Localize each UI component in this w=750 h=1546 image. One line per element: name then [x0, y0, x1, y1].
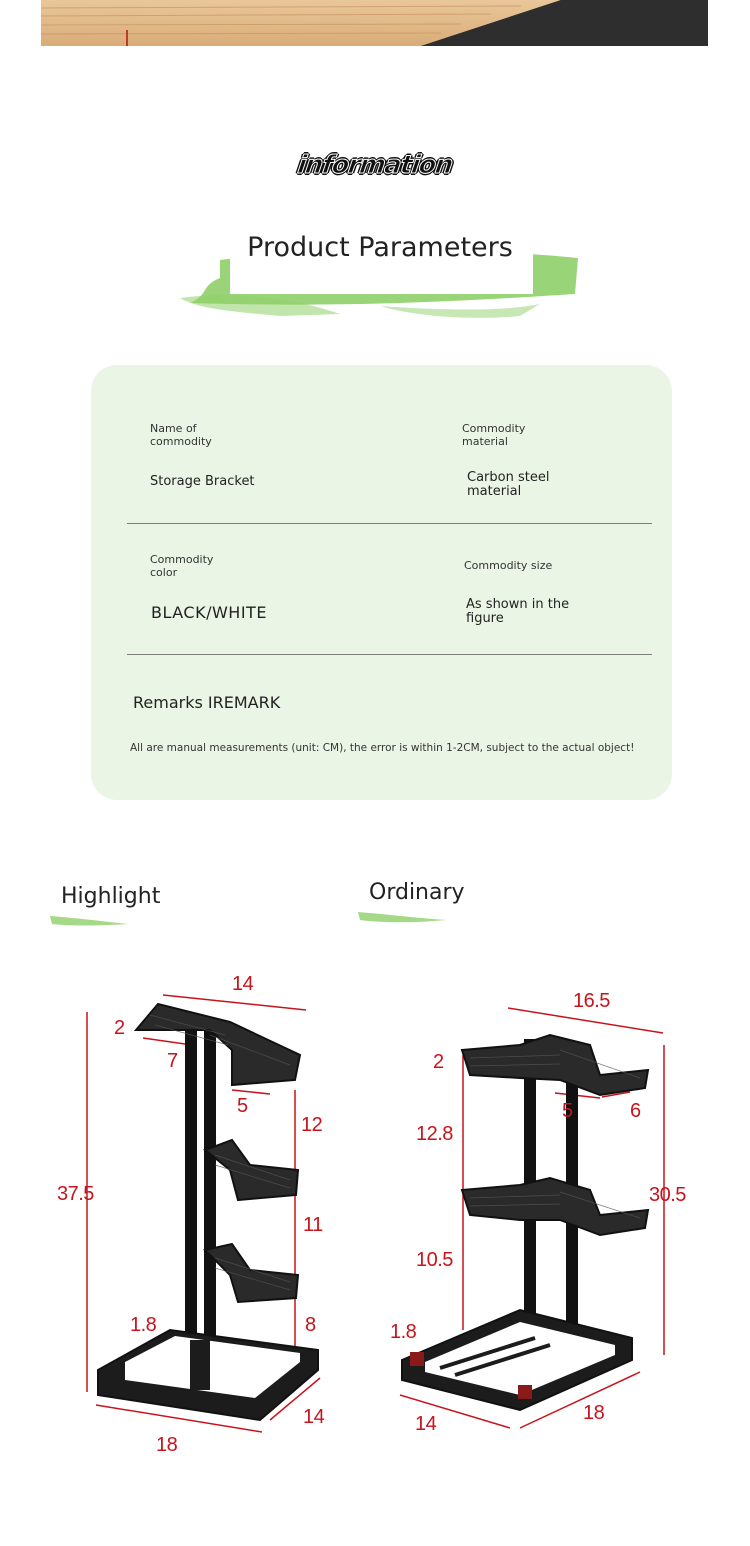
- highlight-tier1-dim: 12: [301, 1114, 323, 1136]
- ordinary-tier1-dim: 12.8: [416, 1123, 453, 1145]
- ordinary-tier2-dim: 10.5: [416, 1249, 453, 1271]
- divider: [127, 654, 652, 655]
- color-value: BLACK/WHITE: [151, 603, 267, 622]
- material-label: Commodity material: [462, 422, 526, 448]
- ordinary-base-lip-dim: 1.8: [390, 1321, 417, 1343]
- highlight-hook-depth-dim: 7: [167, 1050, 178, 1072]
- name-value: Storage Bracket: [150, 474, 255, 489]
- remark-text: All are manual measurements (unit: CM), the error is within 1-2CM, subject to the actual object!: [130, 742, 635, 754]
- product-parameters-banner: [180, 228, 580, 323]
- parameters-card: [91, 365, 672, 800]
- highlight-base-lip-dim: 1.8: [130, 1314, 157, 1336]
- highlight-label: Highlight: [61, 884, 161, 909]
- information-heading: information: [295, 150, 455, 179]
- ordinary-width-top-dim: 16.5: [573, 990, 610, 1012]
- material-value: Carbon steel material: [467, 470, 550, 499]
- ordinary-edge-dim: 2: [433, 1051, 444, 1073]
- product-photo-strip: [41, 0, 708, 46]
- highlight-height-dim: 37.5: [57, 1183, 94, 1205]
- size-label: Commodity size: [464, 559, 553, 572]
- ordinary-label: Ordinary: [369, 880, 465, 905]
- highlight-hook-gap-dim: 5: [237, 1095, 248, 1117]
- highlight-width-top-dim: 14: [232, 973, 254, 995]
- highlight-edge-dim: 2: [114, 1017, 125, 1039]
- color-label: Commodity color: [150, 553, 214, 579]
- ordinary-base-width-dim: 18: [583, 1402, 605, 1424]
- size-value: As shown in the figure: [466, 597, 570, 626]
- ordinary-height-dim: 30.5: [649, 1184, 686, 1206]
- highlight-base-depth-dim: 14: [303, 1406, 325, 1428]
- name-label: Name of commodity: [150, 422, 212, 448]
- divider: [127, 523, 652, 524]
- ordinary-base-depth-dim: 14: [415, 1413, 437, 1435]
- highlight-base-width-dim: 18: [156, 1434, 178, 1456]
- ordinary-hook-depth-dim: 6: [630, 1100, 641, 1122]
- highlight-tier3-dim: 8: [305, 1314, 316, 1336]
- ordinary-stand-illustration: [375, 960, 750, 1480]
- page-title: Product Parameters: [247, 232, 513, 263]
- ordinary-section: [356, 876, 496, 926]
- remark-title: Remarks IREMARK: [133, 693, 281, 712]
- highlight-tier2-dim: 11: [303, 1214, 323, 1236]
- highlight-section: [48, 880, 178, 930]
- ordinary-hook-gap-dim: 5: [562, 1100, 573, 1122]
